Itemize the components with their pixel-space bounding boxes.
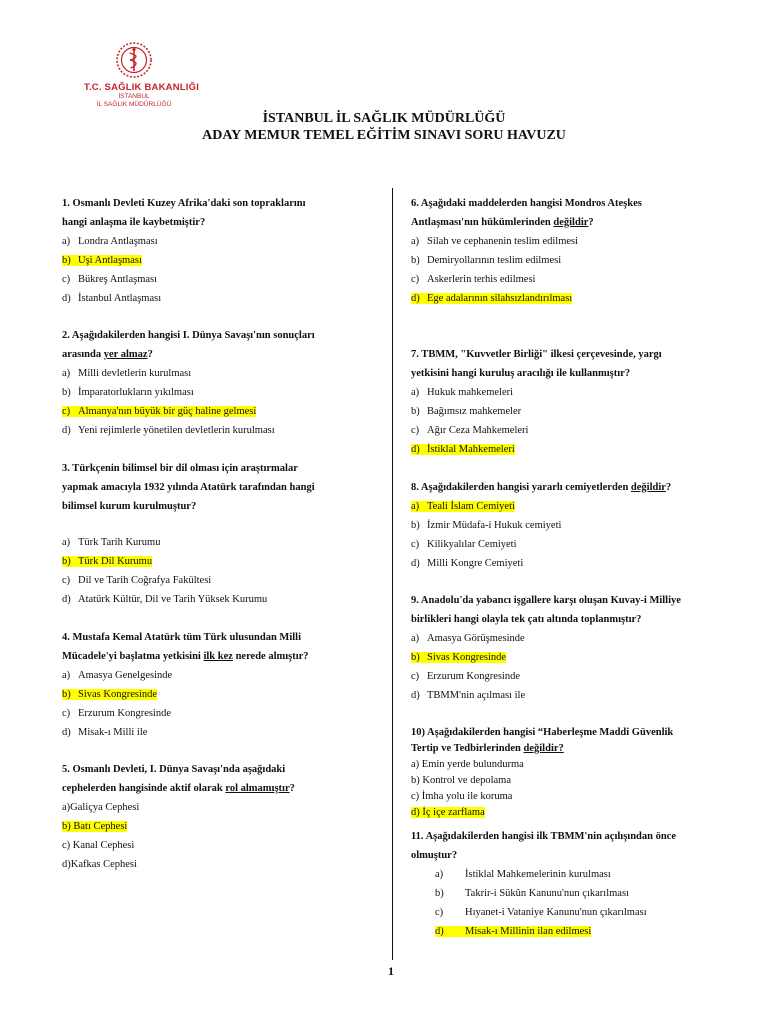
question-2: [62, 326, 362, 440]
question-stem: [411, 725, 713, 757]
question-stem: [411, 345, 713, 383]
question-stem: [62, 194, 354, 232]
question-stem-line: 11. Aşağıdakilerden hangisi ilk TBMM'nin açılışından önce: [411, 831, 676, 842]
option-b: b) Batı Cephesi: [62, 821, 128, 832]
question-stem-line: bilimsel kurum kurulmuştur?: [62, 501, 197, 512]
question-4: [62, 628, 362, 742]
option-d: d) Atatürk Kültür, Dil ve Tarih Yüksek Kurumu: [62, 594, 268, 605]
option-b: b) Demiryollarının teslim edilmesi: [411, 255, 562, 266]
option-a: a) Milli devletlerin kurulması: [62, 368, 192, 379]
question-stem-line: 9. Anadolu'da yabancı işgallere karşı oluşan Kuvay-i Milliye: [411, 595, 681, 606]
question-stem-line: Antlaşması'nın hükümlerinden değildir?: [411, 217, 594, 228]
option-b: b) Sivas Kongresinde: [411, 652, 507, 663]
option-b: b) Uşi Antlaşması: [62, 255, 142, 266]
option-d: d) Ege adalarının silahsızlandırılması: [411, 293, 573, 304]
option-b: b) İmparatorlukların yıkılması: [62, 387, 194, 398]
option-d: d) Misak-ı Millinin ilan edilmesi: [435, 926, 592, 937]
logo-city: İSTANBUL: [118, 93, 150, 100]
page-number: 1: [388, 964, 394, 978]
option-d: d) Misak-ı Milli ile: [62, 727, 148, 738]
option-b: b) Takrir-i Sükûn Kanunu'nun çıkarılması: [435, 888, 629, 899]
question-6: [411, 194, 713, 308]
question-1: [62, 194, 354, 308]
column-divider: [392, 188, 393, 960]
logo-ministry-name: T.C. SAĞLIK BAKANLIĞI: [84, 82, 200, 93]
question-stem: [62, 459, 362, 516]
question-7: [411, 345, 713, 459]
question-stem: [411, 194, 713, 232]
option-a: a) İstiklal Mahkemelerinin kurulması: [435, 869, 611, 880]
option-b: b) Kontrol ve depolama: [411, 775, 512, 786]
option-d: d) İstanbul Antlaşması: [62, 293, 162, 304]
question-stem: [411, 478, 713, 497]
option-b: b) Sivas Kongresinde: [62, 689, 158, 700]
question-9: [411, 591, 713, 705]
question-stem-line: yapmak amacıyla 1932 yılında Atatürk tarafından hangi: [62, 482, 315, 493]
option-c: c) Almanya'nın büyük bir güç haline gelmesi: [62, 406, 257, 417]
option-a: a) Londra Antlaşması: [62, 236, 158, 247]
option-c: c) Bükreş Antlaşması: [62, 274, 158, 285]
question-stem-line: olmuştur?: [411, 850, 458, 861]
option-c: c) Kanal Cephesi: [62, 840, 135, 851]
question-stem-line: hangi anlaşma ile kaybetmiştir?: [62, 217, 206, 228]
option-a: a) Teali İslam Cemiyeti: [411, 501, 515, 512]
question-stem-line: yetkisini hangi kuruluş aracılığı ile kullanmıştır?: [411, 368, 631, 379]
ministry-logo: [84, 40, 200, 109]
question-stem-line: 7. TBMM, "Kuvvetler Birliği" ilkesi çerçevesinde, yargı: [411, 349, 662, 360]
question-stem-line: 2. Aşağıdakilerden hangisi I. Dünya Savaşı'nın sonuçları: [62, 330, 315, 341]
question-3: [62, 459, 362, 609]
question-stem-line: 1. Osmanlı Devleti Kuzey Afrika'daki son topraklarını: [62, 198, 306, 209]
question-stem: [411, 827, 713, 865]
option-c: c) Erzurum Kongresinde: [411, 671, 521, 682]
option-d: d) İstiklal Mahkemeleri: [411, 444, 515, 455]
question-5: [62, 760, 362, 874]
option-c: c) Ağır Ceza Mahkemeleri: [411, 425, 529, 436]
question-stem-line: 6. Aşağıdaki maddelerden hangisi Mondros Ateşkes: [411, 198, 642, 209]
option-a: a) Amasya Görüşmesinde: [411, 633, 525, 644]
option-b: b) Türk Dil Kurumu: [62, 556, 153, 567]
question-stem-line: 4. Mustafa Kemal Atatürk tüm Türk ulusundan Milli: [62, 632, 302, 643]
question-stem-line: 10) Aşağıdakilerden hangisi “Haberleşme Maddi Güvenlik: [411, 727, 674, 738]
title-line-1: İSTANBUL İL SAĞLIK MÜDÜRLÜĞÜ: [262, 111, 506, 126]
option-c: c) İmha yolu ile koruma: [411, 791, 513, 802]
option-a: a) Silah ve cephanenin teslim edilmesi: [411, 236, 579, 247]
option-d: d) Yeni rejimlerle yönetilen devletlerin kurulması: [62, 425, 275, 436]
question-8: [411, 478, 713, 573]
option-b: b) Bağımsız mahkemeler: [411, 406, 522, 417]
option-c: c) Hıyanet-i Vataniye Kanunu'nun çıkarılması: [435, 907, 647, 918]
question-stem: [62, 628, 362, 666]
question-stem: [62, 326, 362, 364]
option-d: d)Kafkas Cephesi: [62, 859, 137, 870]
option-d: d) İç içe zarflama: [411, 807, 485, 818]
option-c: c) Dil ve Tarih Coğrafya Fakültesi: [62, 575, 212, 586]
option-d: d) TBMM'nin açılması ile: [411, 690, 526, 701]
title-line-2: ADAY MEMUR TEMEL EĞİTİM SINAVI SORU HAVUZU: [202, 128, 566, 143]
question-stem-line: Mücadele'yi başlatma yetkisini ilk kez nerede almıştır?: [62, 651, 309, 662]
option-a: a) Hukuk mahkemeleri: [411, 387, 514, 398]
question-stem: [411, 591, 713, 629]
option-a: a) Amasya Genelgesinde: [62, 670, 173, 681]
question-10: [411, 725, 713, 821]
option-d: d) Milli Kongre Cemiyeti: [411, 558, 524, 569]
option-a: a)Galiçya Cephesi: [62, 802, 140, 813]
option-c: c) Kilikyalılar Cemiyeti: [411, 539, 517, 550]
question-stem-line: 5. Osmanlı Devleti, I. Dünya Savaşı'nda aşağıdaki: [62, 764, 286, 775]
question-11: [411, 827, 713, 941]
question-stem-line: 8. Aşağıdakilerden hangisi yararlı cemiyetlerden değildir?: [411, 482, 672, 493]
option-a: a) Emin yerde bulundurma: [411, 759, 524, 770]
option-c: c) Askerlerin terhis edilmesi: [411, 274, 536, 285]
question-stem-line: cephelerden hangisinde aktif olarak rol almamıştır?: [62, 783, 295, 794]
document-title: [0, 110, 768, 144]
question-stem: [62, 760, 362, 798]
question-stem-line: 3. Türkçenin bilimsel bir dil olması için araştırmalar: [62, 463, 298, 474]
question-stem-line: arasında yer almaz?: [62, 349, 153, 360]
question-stem-line: birlikleri hangi olayla tek çatı altında toplanmıştır?: [411, 614, 642, 625]
option-b: b) İzmir Müdafa-i Hukuk cemiyeti: [411, 520, 562, 531]
logo-directorate: İL SAĞLIK MÜDÜRLÜĞÜ: [96, 101, 172, 108]
ministry-emblem-icon: [114, 40, 154, 80]
question-stem-line: Tertip ve Tedbirlerinden değildir?: [411, 743, 564, 754]
option-a: a) Türk Tarih Kurumu: [62, 537, 161, 548]
option-c: c) Erzurum Kongresinde: [62, 708, 172, 719]
